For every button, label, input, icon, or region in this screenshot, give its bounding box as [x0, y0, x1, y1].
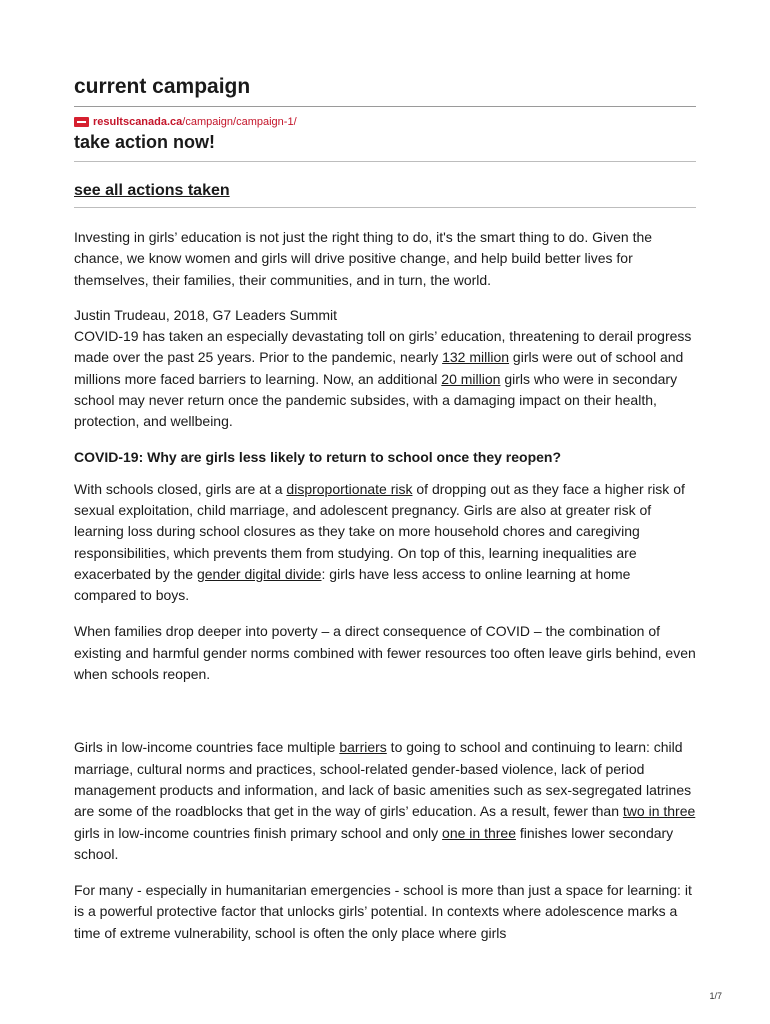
covid-subheading: COVID-19: Why are girls less likely to return to school once they reopen?: [74, 448, 562, 465]
source-domain[interactable]: resultscanada.ca: [93, 116, 183, 128]
quote-attribution: Justin Trudeau, 2018, G7 Leaders Summit: [74, 306, 338, 323]
link-one-in-three[interactable]: one in three: [442, 824, 516, 841]
poverty-paragraph: When families drop deeper into poverty – a direct consequence of COVID – the combination of existing and harmful gender norms combined with fewer resources too often leave girls behind, even when schools reopen.: [74, 623, 696, 683]
source-url[interactable]: [74, 115, 696, 129]
schools-closed-paragraph: With schools closed, girls are at a disproportionate risk of dropping out as they face a higher risk of sexual exploitation, child marriage, and adolescent pregnancy. Girls are also at greater risk of learning loss during school closures as they take on more household chores and caregiving responsibilities, which prevents them from studying. On top of this, learning inequalities are exacerbated by the gender digital divide: girls have less access to online learning at home compared to boys.: [74, 480, 685, 604]
humanitarian-paragraph: For many - especially in humanitarian emergencies - school is more than just a space for learning: it is a powerful protective factor that unlocks girls’ potential. In contexts where adolescence marks a time of extreme vulnerability, school is often the only place where girls: [74, 882, 692, 941]
see-all-actions-heading: [74, 180, 696, 202]
link-132-million[interactable]: 132 million: [442, 349, 510, 366]
covid-impact-paragraph: Justin Trudeau, 2018, G7 Leaders Summit COVID-19 has taken an especially devastating toll on girls’ education, threatening to derail progress made over the past 25 years. Prior to the pandemic, nearly 132 million girls were out of school and millions more faced barriers to learning. Now, an additional 20 million girls who were in secondary school may never return once the pandemic subsides, with a damaging impact on their health, protection, and wellbeing.: [74, 306, 692, 430]
link-two-in-three[interactable]: two in three: [622, 803, 696, 820]
take-action-heading: take action now!: [74, 132, 216, 152]
intro-quote-paragraph: Investing in girls’ education is not just the right thing to do, it's the smart thing to do. Given the chance, we know women and girls will drive positive change, and help build better lives for themselves, their families, their communities, and in turn, the world.: [74, 229, 653, 288]
title-divider: [74, 106, 696, 107]
link-barriers[interactable]: barriers: [339, 739, 387, 756]
document-page: [74, 72, 696, 944]
page-number: 1/7: [709, 991, 722, 1001]
link-20-million[interactable]: 20 million: [441, 370, 501, 387]
results-canada-favicon-icon: [74, 117, 89, 127]
link-gender-digital-divide[interactable]: gender digital divide: [196, 565, 322, 582]
source-path[interactable]: /campaign/campaign-1/: [182, 116, 297, 128]
take-action-divider: [74, 161, 696, 162]
barriers-paragraph: Girls in low-income countries face multiple barriers to going to school and continuing to learn: child marriage, cultural norms and practices, school-related gender-based violence, lack of period management products and information, and lack of basic amenities such as sex-segregated latrines are some of the roadblocks that get in the way of girls’ education. As a result, fewer than two in three girls in low-income countries finish primary school and only one in three finishes lower secondary school.: [74, 739, 696, 862]
page-title: current campaign: [74, 75, 251, 98]
see-all-divider: [74, 207, 696, 208]
link-disproportionate-risk[interactable]: disproportionate risk: [286, 480, 413, 497]
see-all-actions-link[interactable]: see all actions taken: [74, 182, 230, 199]
